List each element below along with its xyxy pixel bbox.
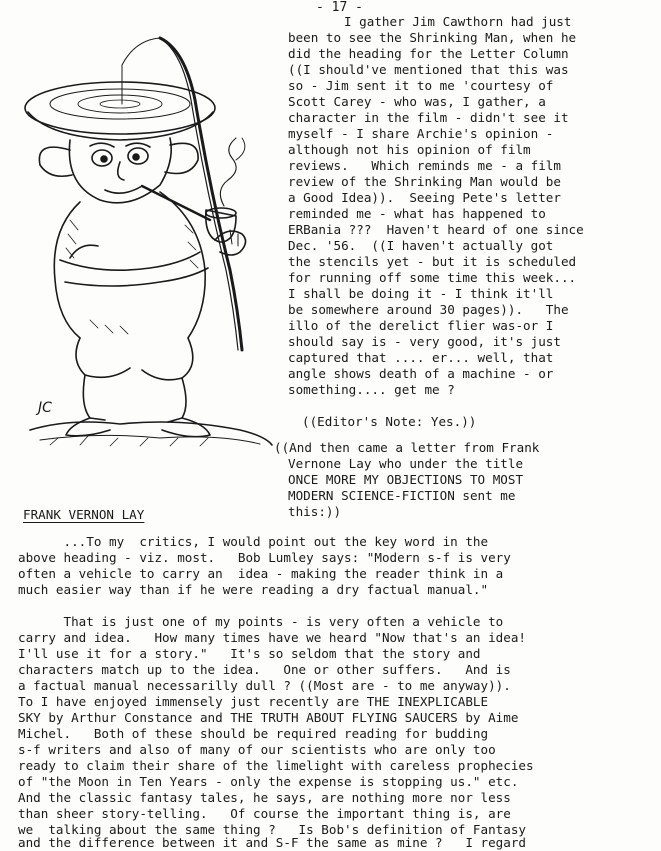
body-line: s-f writers and also of many of our scientists who are only too [18,742,496,757]
intro-line: MODERN SCIENCE-FICTION sent me [288,488,516,503]
right-column-line: angle shows death of a machine - or [288,366,554,381]
right-column-line: should say is - very good, it's just [288,334,561,349]
body-line: we talking about the same thing ? Is Bob's definition of Fantasy [18,822,526,837]
right-column-line: I gather Jim Cawthorn had just [344,14,572,29]
intro-line: Vernone Lay who under the title [288,456,524,471]
right-column-line: reminded me - what has happened to [288,206,546,221]
right-column-line: the stencils yet - but it is scheduled [288,254,577,269]
body-line: ready to claim their share of the limelight with careless prophecies [18,758,534,773]
body-line: and the difference between it and S-F the same as mine ? I regard [18,835,526,850]
right-column-line: did the heading for the Letter Column [288,46,569,61]
right-column-line: so - Jim sent it to me 'courtesy of [288,78,554,93]
body-line: characters match up to the idea. One or other suffers. And is [18,662,511,677]
body-line: a factual manual necessarilly dull ? ((Most are - to me anyway)). [18,678,511,693]
body-line: carry and idea. How many times have we heard "Now that's an idea! [18,630,526,645]
right-column-line: myself - I share Archie's opinion - [288,126,554,141]
right-column-line: although not his opinion of film [288,142,531,157]
right-column-line: ERBania ??? Haven't heard of one since [288,222,584,237]
right-column-line: reviews. Which reminds me - a film [288,158,561,173]
illustration-goblin-icon [10,20,285,450]
page-number: - 17 - [316,0,363,15]
right-column-line: captured that .... er... well, that [288,350,554,365]
letter-heading: FRANK VERNON LAY [23,507,145,522]
body-line: much easier way than if he were reading a dry factual manual." [18,582,489,597]
right-column-line: Dec. '56. ((I haven't actually got [288,238,554,253]
right-column-line: been to see the Shrinking Man, when he [288,30,577,45]
body-line: above heading - viz. most. Bob Lumley says: "Modern s-f is very [18,550,511,565]
right-column-line: for running off some time this week... [288,270,577,285]
right-column-line: character in the film - didn't see it [288,110,569,125]
right-column-line: something.... get me ? [288,382,455,397]
body-line: I'll use it for a story." It's so seldom that the story and [18,646,481,661]
right-column-line: illo of the derelict flier was-or I [288,318,554,333]
right-column-line: Scott Carey - who was, I gather, a [288,94,546,109]
editor-note: ((Editor's Note: Yes.)) [302,414,477,429]
intro-line: ((And then came a letter from Frank [274,440,540,455]
right-column-line: I shall be doing it - I think it'll [288,286,554,301]
body-line: than sheer story-telling. Of course the important thing is, are [18,806,511,821]
body-line: ...To my critics, I would point out the key word in the [18,534,489,549]
right-column-line: review of the Shrinking Man would be [288,174,561,189]
right-column-line: ((I should've mentioned that this was [288,62,569,77]
body-line: And the classic fantasy tales, he says, are nothing more nor less [18,790,511,805]
right-column-line: a Good Idea)). Seeing Pete's letter [288,190,561,205]
artist-signature: JC [38,400,52,416]
body-line: SKY by Arthur Constance and THE TRUTH ABOUT FLYING SAUCERS by Aime [18,710,519,725]
body-line: Michel. Both of these should be required reading for budding [18,726,489,741]
body-line: That is just one of my points - is very often a vehicle to [18,614,504,629]
body-line: often a vehicle to carry an idea - making the reader think in a [18,566,504,581]
body-line: of "the Moon in Ten Years - only the expense is stopping us." etc. [18,774,519,789]
intro-line: ONCE MORE MY OBJECTIONS TO MOST [288,472,524,487]
intro-line: this:)) [288,504,342,519]
body-line: To I have enjoyed immensely just recently are THE INEXPLICABLE [18,694,489,709]
right-column-line: be somewhere around 30 pages)). The [288,302,569,317]
